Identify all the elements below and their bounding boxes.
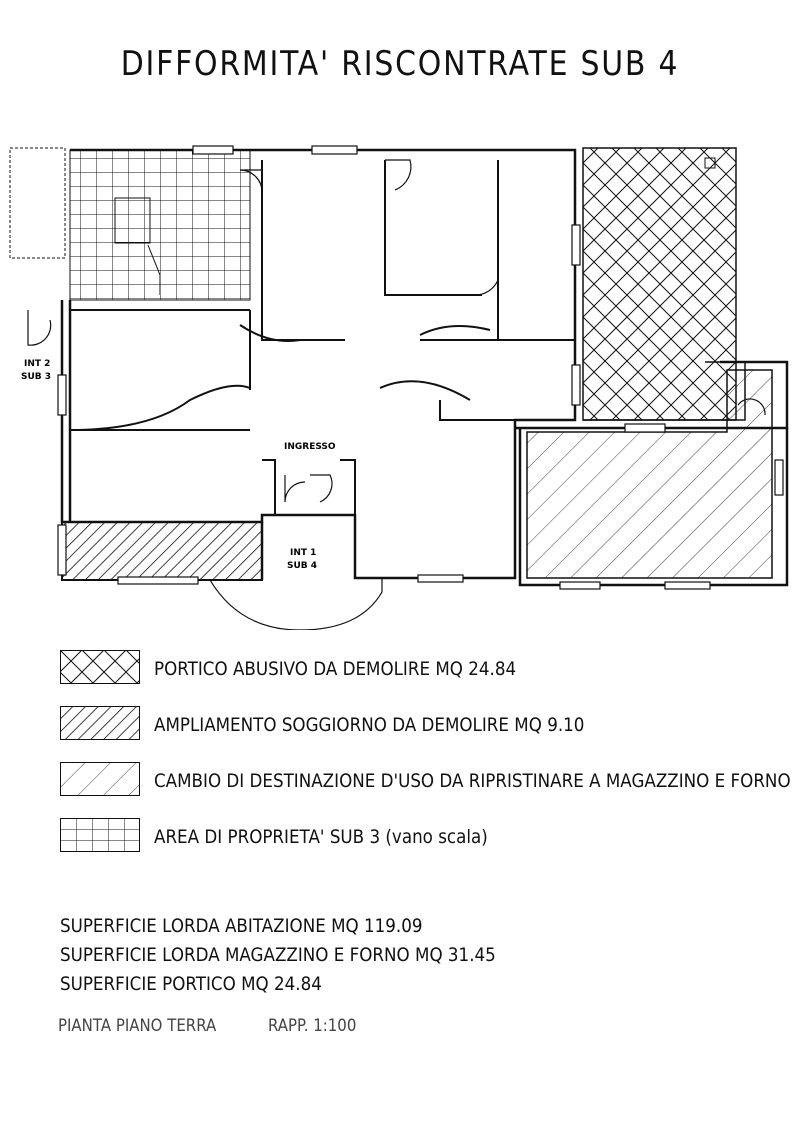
living-extension-area bbox=[62, 522, 262, 580]
label-int1-line2: SUB 4 bbox=[287, 561, 318, 571]
grid-swatch bbox=[60, 818, 140, 852]
portico-area bbox=[583, 148, 736, 420]
label-int1-line1: INT 1 bbox=[290, 548, 317, 558]
legend-text: AMPLIAMENTO SOGGIORNO DA DEMOLIRE MQ 9.10 bbox=[154, 714, 585, 736]
dense-diagonal-swatch bbox=[60, 706, 140, 740]
total-portico: SUPERFICIE PORTICO MQ 24.84 bbox=[60, 973, 322, 995]
sparse-diagonal-swatch bbox=[60, 762, 140, 796]
label-int2-line2: SUB 3 bbox=[21, 372, 52, 382]
surface-totals bbox=[60, 912, 496, 999]
drawing-title: DIFFORMITA' RISCONTRATE SUB 4 bbox=[120, 44, 680, 84]
legend-text: CAMBIO DI DESTINAZIONE D'USO DA RIPRISTINARE A MAGAZZINO E FORNO bbox=[154, 770, 791, 792]
plan-scale: RAPP. 1:100 bbox=[267, 1016, 357, 1036]
total-abitazione: SUPERFICIE LORDA ABITAZIONE MQ 119.09 bbox=[60, 915, 423, 937]
plan-name: PIANTA PIANO TERRA bbox=[58, 1016, 217, 1036]
total-magazzino: SUPERFICIE LORDA MAGAZZINO E FORNO MQ 31.45 bbox=[60, 944, 496, 966]
legend-text: AREA DI PROPRIETA' SUB 3 (vano scala) bbox=[154, 826, 488, 848]
crosshatch-swatch bbox=[60, 650, 140, 684]
legend-text: PORTICO ABUSIVO DA DEMOLIRE MQ 24.84 bbox=[154, 658, 517, 680]
floor-plan bbox=[0, 130, 800, 630]
drawing-footer bbox=[58, 1016, 356, 1036]
label-ingresso: INGRESSO bbox=[284, 442, 336, 452]
label-int2-line1: INT 2 bbox=[24, 359, 51, 369]
